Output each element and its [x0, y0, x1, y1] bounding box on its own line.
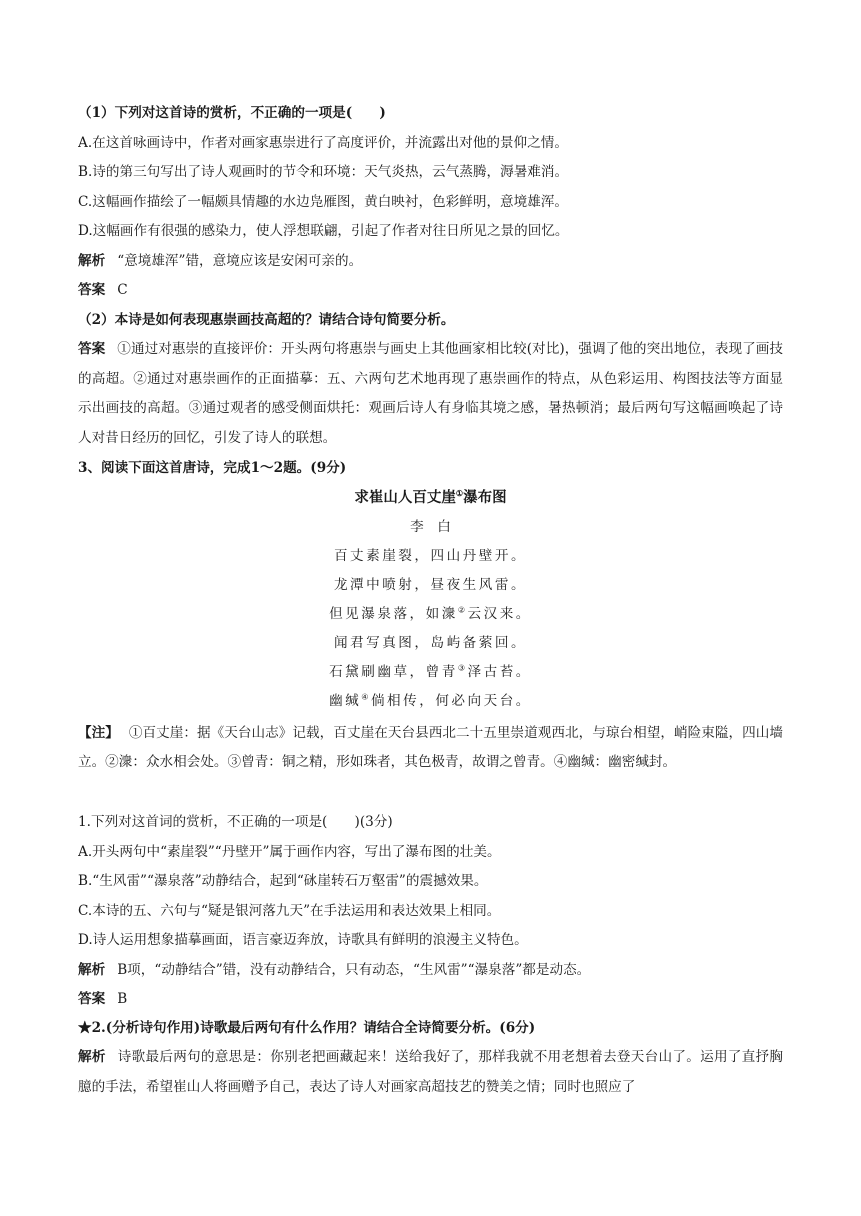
- poem-line: 闻君写真图，岛屿备萦回。: [333, 635, 528, 651]
- analysis-text: “意境雄浑”错，意境应该是安闲可亲的。: [117, 253, 363, 269]
- option-b: B.“生风雷”“瀑泉落”动静结合，起到“砯崖转石万壑雷”的震撼效果。: [78, 873, 488, 889]
- answer-line: [78, 989, 783, 1009]
- analysis-label: 解析: [78, 1049, 106, 1065]
- answer-label: 答案: [78, 282, 106, 298]
- option-a: A.在这首咏画诗中，作者对画家惠崇进行了高度评价，并流露出对他的景仰之情。: [78, 135, 568, 151]
- analysis-text: B项，“动静结合”错，没有动静结合，只有动态，“生风雷”“瀑泉落”都是动态。: [117, 962, 591, 978]
- analysis-paragraph: [78, 1043, 783, 1102]
- answer-text: B: [117, 991, 128, 1007]
- option-c: C.本诗的五、六句与“疑是银河落九天”在手法运用和表达效果上相同。: [78, 903, 501, 919]
- answer-label: 答案: [78, 991, 106, 1007]
- option-d: D.诗人运用想象描摹画面，语言豪迈奔放，诗歌具有鲜明的浪漫主义特色。: [78, 932, 528, 948]
- note-label: 【注】: [78, 725, 119, 741]
- answer-text: C: [117, 282, 128, 298]
- analysis-line: [78, 251, 783, 271]
- answer-paragraph: [78, 335, 783, 453]
- poem-line: 但见瀑泉落，如潨②云汉来。: [329, 605, 532, 622]
- option-b: B.诗的第三句写出了诗人观画时的节令和环境：天气炎热，云气蒸腾，溽暑难消。: [78, 164, 569, 180]
- option-c: C.这幅画作描绘了一幅颇具情趣的水边凫雁图，黄白映衬，色彩鲜明，意境雄浑。: [78, 194, 569, 210]
- analysis-text: 诗歌最后两句的意思是：你别老把画藏起来！送给我好了，那样我就不用老想着去登天台山了。运用了直抒胸臆的手法，希望崔山人将画赠予自己，表达了诗人对画家高超技艺的赞美之情；同时也照应了: [78, 1049, 783, 1095]
- option-a: A.开头两句中“素崖裂”“丹壁开”属于画作内容，写出了瀑布图的壮美。: [78, 844, 501, 860]
- analysis-label: 解析: [78, 253, 106, 269]
- section-heading: 3、阅读下面这首唐诗，完成1～2题。(9分): [78, 460, 347, 476]
- question-1-stem: （1）下列对这首诗的赏析，不正确的一项是( ): [78, 105, 386, 121]
- answer-text: ①通过对惠崇的直接评价：开头两句将惠崇与画史上其他画家相比较(对比)，强调了他的突出地位，表现了画技的高超。②通过对惠崇画作的正面描摹：五、六两句艺术地再现了惠崇画作的特点，从色彩运用、构图技法等方面显示出画技的高超。③通过观者的感受侧面烘托：观画后诗人有身临其境之感，暑热顿消；最后两句写这幅画唤起了诗人对昔日经历的回忆，引发了诗人的联想。: [78, 341, 783, 446]
- question-2-stem: （2）本诗是如何表现惠崇画技高超的？请结合诗句简要分析。: [78, 312, 455, 328]
- option-d: D.这幅画作有很强的感染力，使人浮想联翩，引起了作者对往日所见之景的回忆。: [78, 223, 569, 239]
- analysis-label: 解析: [78, 962, 106, 978]
- answer-label: 答案: [78, 341, 106, 357]
- note-text: ①百丈崖：据《天台山志》记载，百丈崖在天台县西北二十五里崇道观西北，与琼台相望，峭险束隘，四山墙立。②潨：众水相会处。③曾青：铜之精，形如珠者，其色极青，故谓之曾青。④幽缄：幽密缄封。: [78, 725, 784, 770]
- subquestion-1-stem: 1.下列对这首词的赏析，不正确的一项是( )(3分): [78, 814, 393, 830]
- answer-line: [78, 280, 783, 300]
- poem-line: 龙潭中喷射，昼夜生风雷。: [333, 577, 528, 593]
- subquestion-2-stem: ★2.(分析诗句作用)诗歌最后两句有什么作用？请结合全诗简要分析。(6分): [78, 1020, 536, 1036]
- poem-line: 石黛刷幽草，曾青③泽古苔。: [329, 663, 532, 680]
- notes-paragraph: [78, 719, 783, 777]
- poem-line: 百丈素崖裂，四山丹壁开。: [333, 548, 528, 564]
- poem-author: 李 白: [410, 519, 451, 535]
- poem-line: 幽缄④倘相传，何必向天台。: [329, 692, 532, 709]
- poem-title: 求崔山人百丈崖①瀑布图: [354, 488, 507, 506]
- analysis-line: [78, 960, 783, 980]
